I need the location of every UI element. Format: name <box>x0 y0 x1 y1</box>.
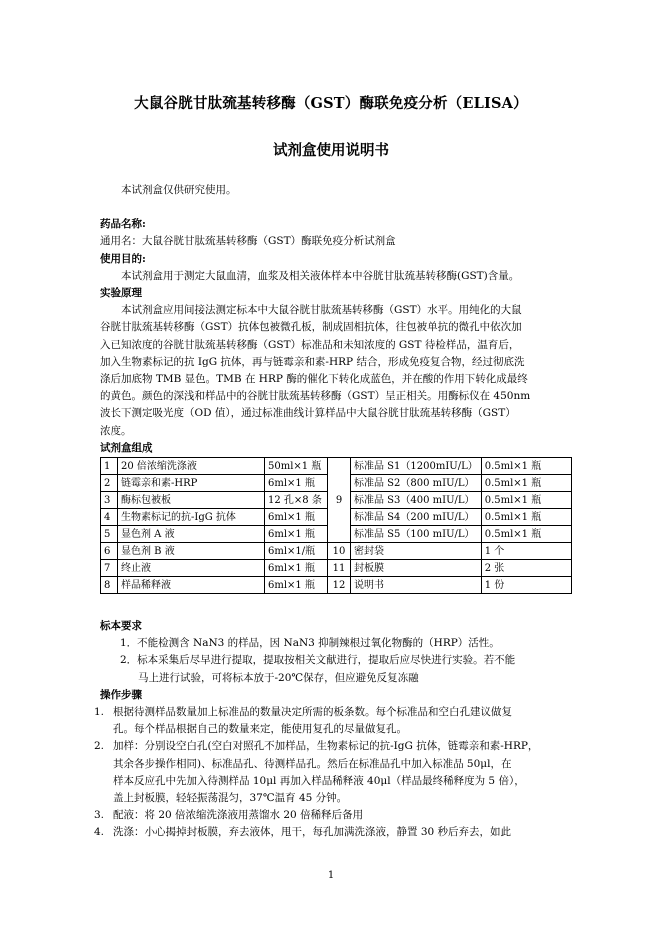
cell-name: 链霉亲和素-HRP <box>118 475 265 492</box>
steps-list <box>94 704 564 842</box>
cell-spec: 0.5ml×1 瓶 <box>481 475 571 492</box>
list-item <box>94 807 564 824</box>
cell-no: 9 <box>328 458 351 543</box>
step-line: 根据待测样品数量加上标准品的数量决定所需的板条数。每个标准品和空白孔建议做复 <box>113 706 512 719</box>
cell-spec: 6ml×1/瓶 <box>265 543 328 560</box>
steps-heading: 操作步骤 <box>100 688 142 701</box>
requirements-heading: 标本要求 <box>100 620 142 633</box>
list-item <box>94 824 564 841</box>
step-line: 洗涤：小心揭掉封板膜，弃去液体，甩干，每孔加满洗涤液，静置 30 秒后弃去，如此 <box>113 826 512 839</box>
drug-name-heading: 药品名称: <box>100 218 146 231</box>
cell-spec: 6ml×1 瓶 <box>265 475 328 492</box>
cell-no: 12 <box>328 577 351 594</box>
step-number: 4. <box>94 826 105 839</box>
step-line: 样本反应孔中先加入待测样品 10μl 再加入样品稀释液 40μl（样品最终稀释度为 5 倍）， <box>113 774 525 787</box>
requirements-list <box>100 635 564 687</box>
cell-spec: 0.5ml×1 瓶 <box>481 492 571 509</box>
kit-components-table <box>100 457 572 594</box>
principle-line: 加入生物素标记的抗 IgG 抗体，再与链霉亲和素-HRP 结合，形成免疫复合物，经过彻底洗 <box>100 355 525 368</box>
cell-name: 说明书 <box>351 577 482 594</box>
purpose-text: 本试剂盒用于测定大鼠血清，血浆及相关液体样本中谷胱甘肽巯基转移酶(GST)含量。 <box>121 269 520 282</box>
cell-name: 标准品 S3（400 mIU/L） <box>351 492 482 509</box>
principle-line: 的黄色。颜色的深浅和样品中的谷胱甘肽巯基转移酶（GST）呈正相关。用酶标仪在 450nm <box>100 390 531 403</box>
table-row <box>101 560 572 577</box>
table-row <box>101 543 572 560</box>
step-number: 3. <box>94 809 105 822</box>
cell-spec: 0.5ml×1 瓶 <box>481 458 571 475</box>
cell-spec: 12 孔×8 条 <box>265 492 328 509</box>
cell-name: 标准品 S5（100 mIU/L） <box>351 526 482 543</box>
cell-no: 6 <box>101 543 118 560</box>
kit-heading: 试剂盒组成 <box>100 441 153 454</box>
cell-no: 4 <box>101 509 118 526</box>
cell-spec: 1 个 <box>481 543 571 560</box>
step-line: 配液：将 20 倍浓缩洗涤液用蒸馏水 20 倍稀释后备用 <box>113 809 364 822</box>
cell-no: 2 <box>101 475 118 492</box>
cell-name: 20 倍浓缩洗涤液 <box>118 458 265 475</box>
list-item <box>94 738 564 755</box>
cell-name: 标准品 S4（200 mIU/L） <box>351 509 482 526</box>
cell-spec: 6ml×1 瓶 <box>265 577 328 594</box>
page-number: 1 <box>327 870 335 881</box>
principle-heading: 实验原理 <box>100 287 142 300</box>
cell-name: 显色剂 B 液 <box>118 543 265 560</box>
cell-spec: 6ml×1 瓶 <box>265 509 328 526</box>
purpose-heading: 使用目的: <box>100 252 146 265</box>
spacer <box>100 594 564 618</box>
document-body <box>94 182 564 842</box>
table-row <box>101 458 572 475</box>
cell-no: 3 <box>101 492 118 509</box>
cell-name: 标准品 S1（1200mIU/L） <box>351 458 482 475</box>
cell-name: 密封袋 <box>351 543 482 560</box>
cell-name: 样品稀释液 <box>118 577 265 594</box>
cell-spec: 1 份 <box>481 577 571 594</box>
cell-name: 标准品 S2（800 mIU/L） <box>351 475 482 492</box>
cell-spec: 50ml×1 瓶 <box>265 458 328 475</box>
step-number: 1. <box>94 706 105 719</box>
principle-line: 波长下测定吸光度（OD 值），通过标准曲线计算样品中大鼠谷胱甘肽巯基转移酶（GST） <box>100 407 516 420</box>
document-subtitle: 试剂盒使用说明书 <box>273 142 389 159</box>
cell-name: 显色剂 A 液 <box>118 526 265 543</box>
principle-line: 浓度。 <box>100 424 132 437</box>
list-item: 1．不能检测含 NaN3 的样品，因 NaN3 抑制辣根过氧化物酶的（HRP）活性。 <box>120 637 500 650</box>
intro-text: 本试剂盒仅供研究使用。 <box>121 184 237 196</box>
cell-spec: 0.5ml×1 瓶 <box>481 509 571 526</box>
table-row <box>101 577 572 594</box>
cell-name: 终止液 <box>118 560 265 577</box>
principle-paragraph <box>100 302 564 440</box>
cell-no: 8 <box>101 577 118 594</box>
cell-name: 封板膜 <box>351 560 482 577</box>
principle-line: 谷胱甘肽巯基转移酶（GST）抗体包被微孔板，制成固相抗体，往包被单抗的微孔中依次加 <box>100 321 522 334</box>
list-item-continuation: 马上进行试验，可将标本放于-20℃保存，但应避免反复冻融 <box>138 671 419 684</box>
list-item: 2．标本采集后尽早进行提取，提取按相关文献进行，提取后应尽快进行实验。若不能 <box>120 654 516 667</box>
cell-no: 10 <box>328 543 351 560</box>
document-title: 大鼠谷胱甘肽巯基转移酶（GST）酶联免疫分析（ELISA） <box>134 95 528 112</box>
step-line: 盖上封板膜，轻轻振荡混匀，37℃温育 45 分钟。 <box>113 792 348 805</box>
step-line: 其余各步操作相同)、标准品孔、待测样品孔。然后在标准品孔中加入标准品 50μl，在 <box>113 757 512 770</box>
cell-no: 7 <box>101 560 118 577</box>
cell-spec: 6ml×1 瓶 <box>265 526 328 543</box>
cell-spec: 0.5ml×1 瓶 <box>481 526 571 543</box>
step-line: 加样：分别设空白孔(空白对照孔不加样品，生物素标记的抗-IgG 抗体，链霉亲和素-HRP， <box>113 740 539 753</box>
spacer <box>100 199 564 216</box>
principle-line: 入已知浓度的谷胱甘肽巯基转移酶（GST）标准品和未知浓度的 GST 待检样品，温育后， <box>100 338 520 351</box>
list-item <box>94 704 564 721</box>
cell-no: 1 <box>101 458 118 475</box>
cell-spec: 2 张 <box>481 560 571 577</box>
cell-spec: 6ml×1 瓶 <box>265 560 328 577</box>
cell-no: 5 <box>101 526 118 543</box>
cell-name: 生物素标记的抗-IgG 抗体 <box>118 509 265 526</box>
common-name-text: 通用名：大鼠谷胱甘肽巯基转移酶（GST）酶联免疫分析试剂盒 <box>100 235 396 248</box>
cell-name: 酶标包被板 <box>118 492 265 509</box>
step-number: 2. <box>94 740 105 753</box>
cell-no: 11 <box>328 560 351 577</box>
principle-line: 涤后加底物 TMB 显色。TMB 在 HRP 酶的催化下转化成蓝色，并在酸的作用下转化成最终 <box>100 373 528 386</box>
principle-line: 本试剂盒应用间接法测定标本中大鼠谷胱甘肽巯基转移酶（GST）水平。用纯化的大鼠 <box>121 304 522 317</box>
step-line: 孔。每个样品根据自己的数量来定，能使用复孔的尽量做复孔。 <box>113 723 407 736</box>
